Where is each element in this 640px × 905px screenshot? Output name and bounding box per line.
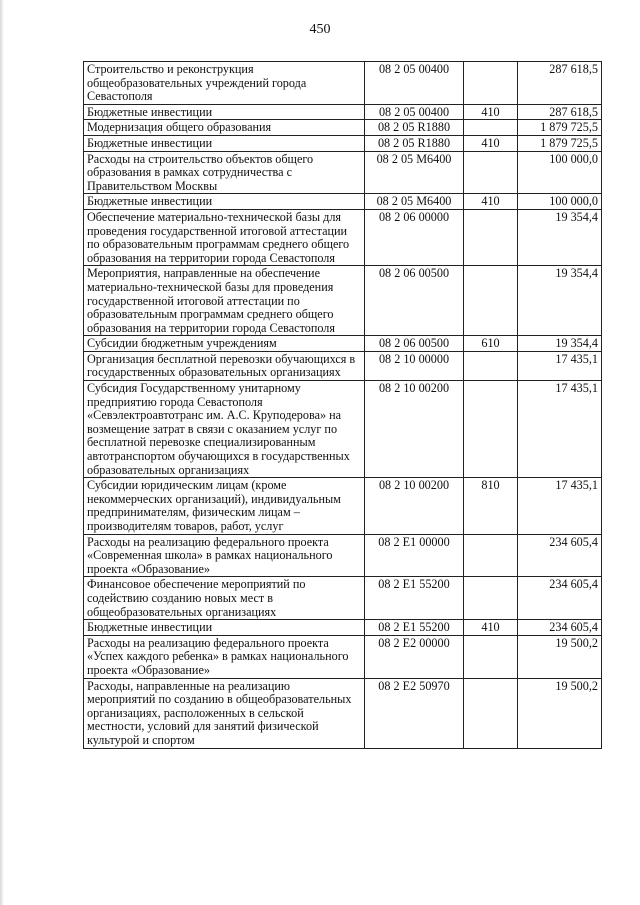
row-type-cell [464, 151, 518, 194]
row-type-cell [464, 577, 518, 620]
row-name-cell: Бюджетные инвестиции [84, 620, 365, 636]
row-name-cell: Субсидия Государственному унитарному предприятию города Севастополя «Севэлектроавтотранс им. А.С. Круподерова» на возмещение затрат в связи с оказанием услуг по бесплатной перевозке специализированным автотранспортом обучающихся в государственных образовательных организациях [84, 381, 365, 478]
table-row [84, 678, 602, 748]
row-type-cell: 410 [464, 194, 518, 210]
row-sum-cell: 287 618,5 [518, 62, 602, 105]
row-type-cell [464, 351, 518, 380]
row-code-cell: 08 2 Е2 50970 [365, 678, 464, 748]
row-code-cell: 08 2 06 00500 [365, 266, 464, 336]
table-row [84, 135, 602, 151]
row-code-cell: 08 2 05 R1880 [365, 135, 464, 151]
row-sum-cell: 19 354,4 [518, 266, 602, 336]
row-name-cell: Финансовое обеспечение мероприятий по содействию созданию новых мест в общеобразовательных организациях [84, 577, 365, 620]
table-row [84, 620, 602, 636]
row-code-cell: 08 2 10 00200 [365, 381, 464, 478]
table-row [84, 534, 602, 577]
row-sum-cell: 287 618,5 [518, 104, 602, 120]
budget-table [83, 61, 602, 749]
row-sum-cell: 19 354,4 [518, 209, 602, 265]
table-row [84, 104, 602, 120]
row-name-cell: Расходы на строительство объектов общего образования в рамках сотрудничества с Правительством Москвы [84, 151, 365, 194]
table-row [84, 62, 602, 105]
row-name-cell: Субсидии бюджетным учреждениям [84, 336, 365, 352]
row-sum-cell: 19 500,2 [518, 635, 602, 678]
row-name-cell: Обеспечение материально-технической базы для проведения государственной итоговой аттестации по образовательным программам среднего общего образования на территории города Севастополя [84, 209, 365, 265]
row-sum-cell: 17 435,1 [518, 351, 602, 380]
row-type-cell [464, 381, 518, 478]
row-sum-cell: 17 435,1 [518, 381, 602, 478]
row-code-cell: 08 2 06 00500 [365, 336, 464, 352]
row-sum-cell: 1 879 725,5 [518, 135, 602, 151]
row-name-cell: Расходы на реализацию федерального проекта «Успех каждого ребенка» в рамках национального проекта «Образование» [84, 635, 365, 678]
table-row [84, 151, 602, 194]
row-code-cell: 08 2 Е1 55200 [365, 620, 464, 636]
row-code-cell: 08 2 05 00400 [365, 104, 464, 120]
row-code-cell: 08 2 Е2 00000 [365, 635, 464, 678]
table-body [84, 62, 602, 749]
table-row [84, 194, 602, 210]
row-code-cell: 08 2 10 00200 [365, 478, 464, 534]
row-type-cell [464, 678, 518, 748]
row-type-cell: 410 [464, 104, 518, 120]
row-type-cell: 410 [464, 620, 518, 636]
row-sum-cell: 100 000,0 [518, 151, 602, 194]
table-row [84, 209, 602, 265]
table-row [84, 635, 602, 678]
table-row [84, 120, 602, 136]
row-code-cell: 08 2 06 00000 [365, 209, 464, 265]
row-sum-cell: 1 879 725,5 [518, 120, 602, 136]
row-code-cell: 08 2 Е1 00000 [365, 534, 464, 577]
row-name-cell: Бюджетные инвестиции [84, 135, 365, 151]
table-row [84, 478, 602, 534]
table-row [84, 336, 602, 352]
row-name-cell: Бюджетные инвестиции [84, 104, 365, 120]
row-type-cell: 810 [464, 478, 518, 534]
row-type-cell: 610 [464, 336, 518, 352]
scan-edge-shadow [0, 0, 4, 905]
row-sum-cell: 234 605,4 [518, 534, 602, 577]
row-type-cell [464, 266, 518, 336]
row-type-cell [464, 635, 518, 678]
row-code-cell: 08 2 05 00400 [365, 62, 464, 105]
row-type-cell [464, 62, 518, 105]
row-name-cell: Бюджетные инвестиции [84, 194, 365, 210]
row-type-cell [464, 120, 518, 136]
table-row [84, 266, 602, 336]
row-code-cell: 08 2 Е1 55200 [365, 577, 464, 620]
row-name-cell: Строительство и реконструкция общеобразовательных учреждений города Севастополя [84, 62, 365, 105]
row-code-cell: 08 2 10 00000 [365, 351, 464, 380]
row-sum-cell: 234 605,4 [518, 620, 602, 636]
row-code-cell: 08 2 05 М6400 [365, 194, 464, 210]
row-sum-cell: 19 354,4 [518, 336, 602, 352]
row-type-cell: 410 [464, 135, 518, 151]
row-sum-cell: 17 435,1 [518, 478, 602, 534]
row-name-cell: Организация бесплатной перевозки обучающихся в государственных образовательных организациях [84, 351, 365, 380]
row-type-cell [464, 534, 518, 577]
row-sum-cell: 234 605,4 [518, 577, 602, 620]
row-name-cell: Расходы, направленные на реализацию мероприятий по созданию в общеобразовательных организациях, расположенных в сельской местности, условий для занятий физической культурой и спортом [84, 678, 365, 748]
page-number: 450 [309, 22, 331, 37]
row-sum-cell: 100 000,0 [518, 194, 602, 210]
row-sum-cell: 19 500,2 [518, 678, 602, 748]
row-name-cell: Расходы на реализацию федерального проекта «Современная школа» в рамках национального проекта «Образование» [84, 534, 365, 577]
row-name-cell: Мероприятия, направленные на обеспечение материально-технической базы для проведения государственной итоговой аттестации по образовательным программам среднего общего образования на территории города Севастополя [84, 266, 365, 336]
table-row [84, 351, 602, 380]
row-type-cell [464, 209, 518, 265]
row-name-cell: Субсидии юридическим лицам (кроме некоммерческих организаций), индивидуальным предпринимателям, физическим лицам – производителям товаров, работ, услуг [84, 478, 365, 534]
row-code-cell: 08 2 05 R1880 [365, 120, 464, 136]
row-code-cell: 08 2 05 М6400 [365, 151, 464, 194]
table-row [84, 381, 602, 478]
table-row [84, 577, 602, 620]
row-name-cell: Модернизация общего образования [84, 120, 365, 136]
